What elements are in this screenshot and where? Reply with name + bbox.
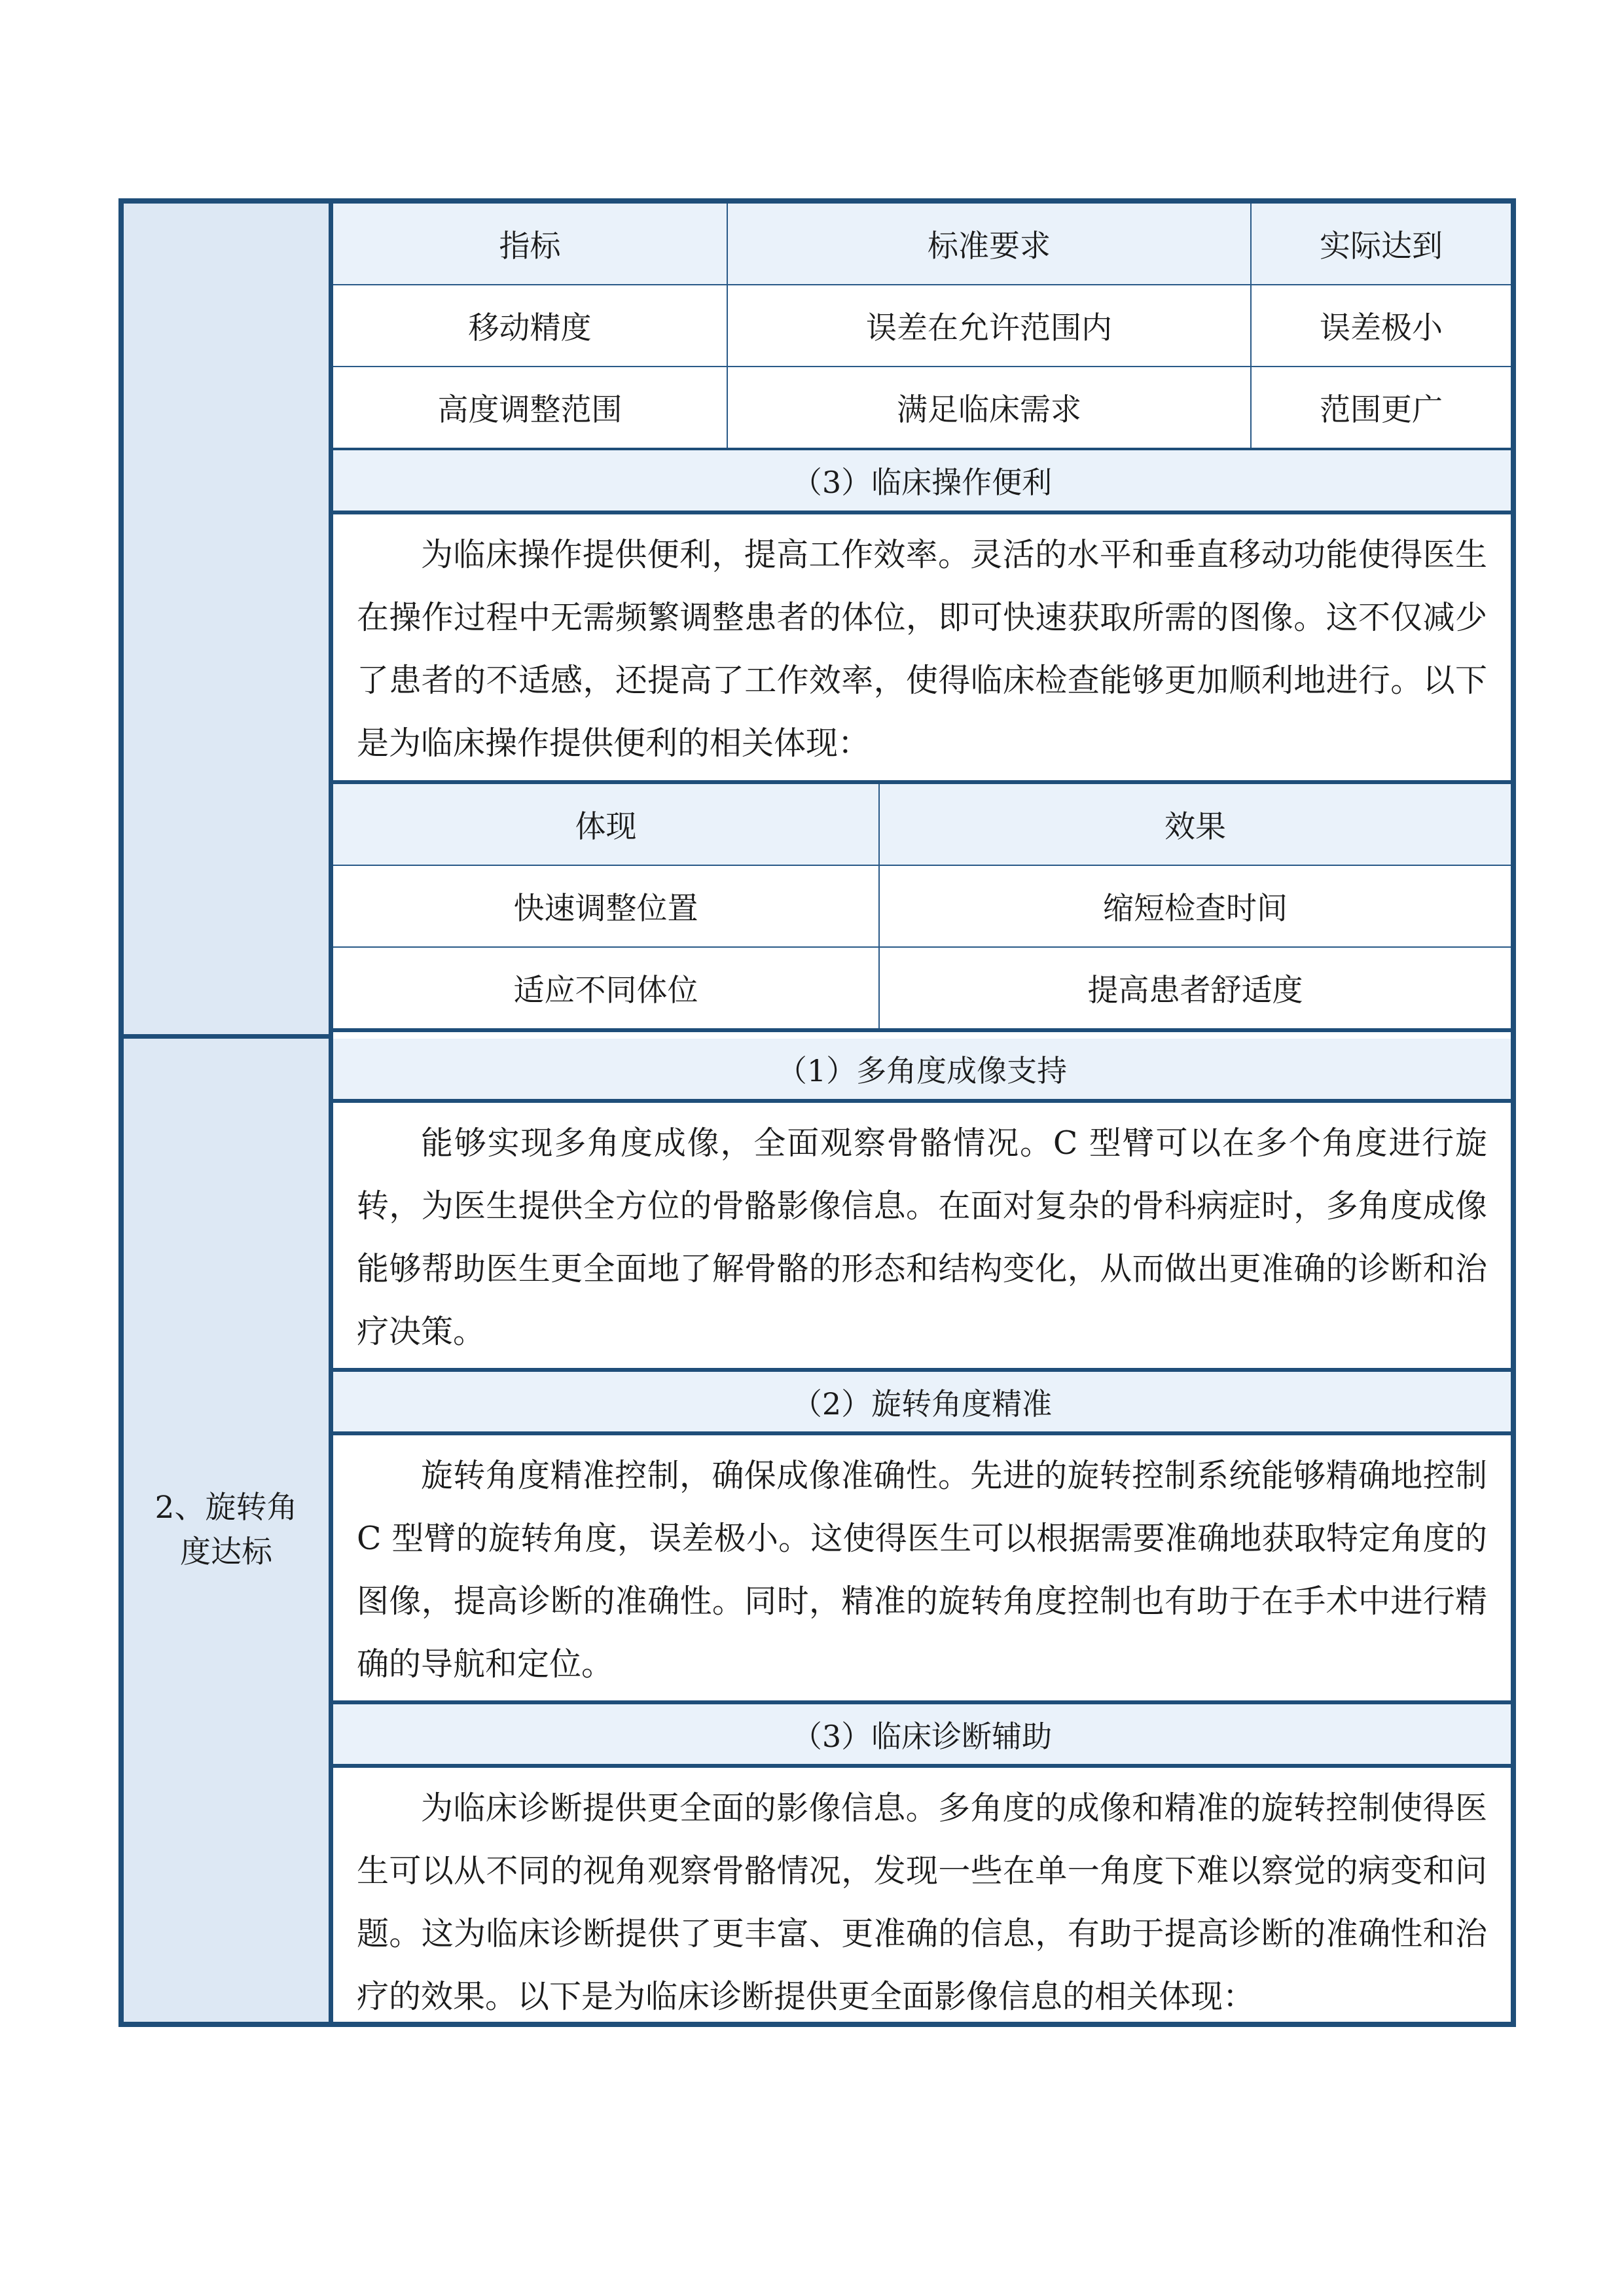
table-row bbox=[333, 865, 1511, 947]
content-table bbox=[118, 198, 1516, 2027]
paragraph-clinical-operation: 为临床操作提供便利，提高工作效率。灵活的水平和垂直移动功能使得医生在操作过程中无需频繁调整患者的体位，即可快速获取所需的图像。这不仅减少了患者的不适感，还提高了工作效率，使得临床检查能够更加顺利地进行。以下是为临床操作提供便利的相关体现： bbox=[333, 514, 1511, 784]
table-row bbox=[333, 285, 1511, 367]
table-cell: 缩短检查时间 bbox=[879, 865, 1511, 947]
table-header-cell: 体现 bbox=[333, 784, 879, 865]
table-cell: 范围更广 bbox=[1251, 367, 1511, 450]
subheading-diagnosis-aid: （3）临床诊断辅助 bbox=[333, 1704, 1511, 1768]
table-cell: 快速调整位置 bbox=[333, 865, 879, 947]
indicator-table bbox=[333, 204, 1511, 452]
table-cell: 移动精度 bbox=[333, 285, 727, 367]
table-row bbox=[333, 947, 1511, 1030]
table-row bbox=[333, 367, 1511, 450]
benefit-table bbox=[333, 784, 1511, 1032]
table-header-cell: 标准要求 bbox=[727, 204, 1251, 285]
paragraph-multi-angle: 能够实现多角度成像，全面观察骨骼情况。C 型臂可以在多个角度进行旋转，为医生提供全方位的骨骼影像信息。在面对复杂的骨科病症时，多角度成像能够帮助医生更全面地了解骨骼的形态和结构变化，从而做出更准确的诊断和治疗决策。 bbox=[333, 1103, 1511, 1372]
section1-content bbox=[333, 204, 1511, 1039]
table-cell: 误差极小 bbox=[1251, 285, 1511, 367]
table-header-row bbox=[333, 784, 1511, 865]
table-header-row bbox=[333, 204, 1511, 285]
subheading-multi-angle: （1）多角度成像支持 bbox=[333, 1039, 1511, 1103]
paragraph-diagnosis-aid: 为临床诊断提供更全面的影像信息。多角度的成像和精准的旋转控制使得医生可以从不同的视角观察骨骼情况，发现一些在单一角度下难以察觉的病变和问题。这为临床诊断提供了更丰富、更准确的信息，有助于提高诊断的准确性和治疗的效果。以下是为临床诊断提供更全面影像信息的相关体现： bbox=[357, 1789, 1487, 2015]
table-cell: 适应不同体位 bbox=[333, 947, 879, 1030]
table-cell: 满足临床需求 bbox=[727, 367, 1251, 450]
paragraph-rotation-precision: 旋转角度精准控制，确保成像准确性。先进的旋转控制系统能够精确地控制 C 型臂的旋转角度，误差极小。这使得医生可以根据需要准确地获取特定角度的图像，提高诊断的准确性。同时，精准的旋转角度控制也有助于在手术中进行精确的导航和定位。 bbox=[333, 1435, 1511, 1704]
table-header-cell: 指标 bbox=[333, 204, 727, 285]
subheading-rotation-precision: （2）旋转角度精准 bbox=[333, 1372, 1511, 1435]
table-cell: 误差在允许范围内 bbox=[727, 285, 1251, 367]
section1-label-cell bbox=[124, 204, 333, 1039]
table-cell: 高度调整范围 bbox=[333, 367, 727, 450]
section2-label: 2、旋转角度达标 bbox=[154, 1490, 298, 1570]
table-cell: 提高患者舒适度 bbox=[879, 947, 1511, 1030]
section2-content bbox=[333, 1039, 1511, 2022]
table-header-cell: 实际达到 bbox=[1251, 204, 1511, 285]
section2-label-cell bbox=[124, 1039, 333, 2022]
subheading-clinical-operation: （3）临床操作便利 bbox=[333, 450, 1511, 514]
table-header-cell: 效果 bbox=[879, 784, 1511, 865]
